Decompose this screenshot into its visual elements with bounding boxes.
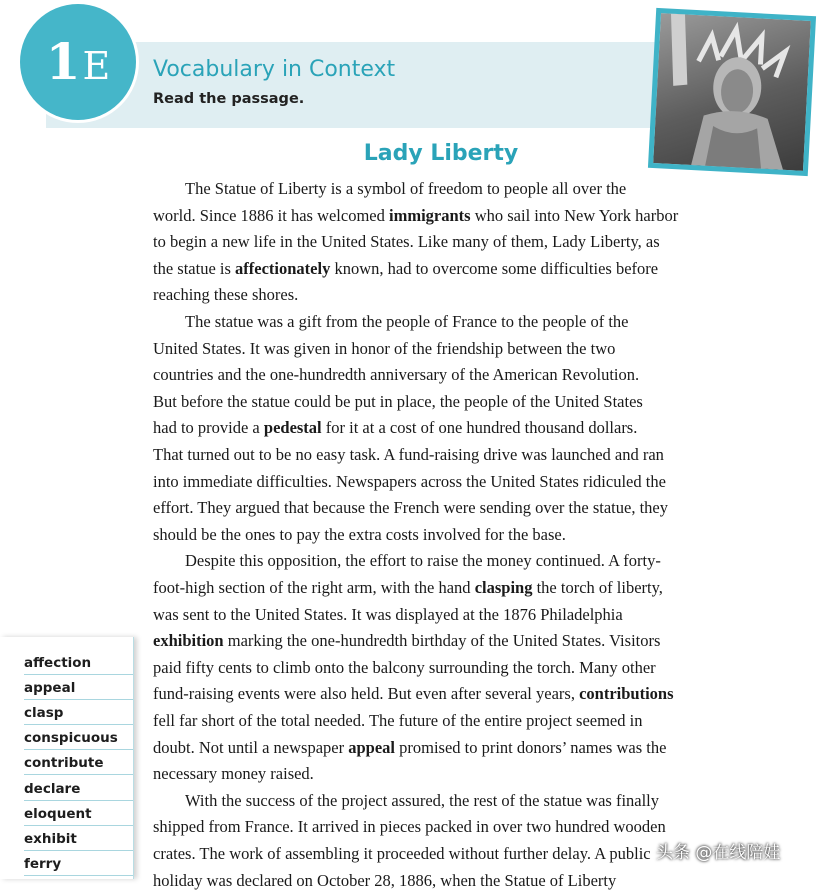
- vocab-word: contributions: [579, 684, 674, 704]
- passage-text: effort. They argued that because the French were sending over the statue, they: [153, 498, 668, 518]
- passage-text: holiday was declared on October 28, 1886, when the Statue of Liberty: [153, 870, 617, 890]
- passage-line: [153, 282, 298, 308]
- passage-line: [153, 203, 678, 229]
- word-list-item: affection: [24, 651, 133, 675]
- passage-line: [153, 868, 616, 894]
- passage-text: into immediate difficulties. Newspapers across the United States ridiculed the: [153, 471, 666, 491]
- passage-text: world. Since 1886 it has welcomed: [153, 205, 389, 225]
- word-list-item: eloquent: [24, 802, 133, 826]
- word-list-item: exhibit: [24, 827, 133, 851]
- watermark-text: 头条 @在线陪娃: [656, 843, 781, 863]
- passage-line: [153, 522, 566, 548]
- vocab-word: exhibition: [153, 631, 224, 651]
- passage-line: [153, 628, 660, 654]
- section-title: Vocabulary in Context: [153, 57, 396, 82]
- passage-line: [153, 309, 629, 335]
- passage-text: marking the one-hundredth birthday of the United States. Visitors: [223, 631, 661, 651]
- passage-line: [153, 442, 664, 468]
- passage-line: [153, 761, 314, 787]
- passage-line: [153, 575, 663, 601]
- vocab-word: immigrants: [389, 205, 471, 225]
- passage-text: countries and the one-hundredth anniversary of the American Revolution.: [153, 365, 640, 385]
- passage-line: [153, 495, 668, 521]
- passage-text: crates. The work of assembling it proceeded without further delay. A public: [153, 844, 651, 863]
- passage-text: fund-raising events were also held. But even after several years,: [153, 684, 580, 704]
- passage-line: [153, 708, 642, 734]
- vocab-word: appeal: [348, 737, 395, 757]
- passage-line: [153, 681, 674, 707]
- passage-line: [153, 229, 660, 255]
- word-list-item: contribute: [24, 751, 133, 775]
- passage-text: had to provide a: [153, 418, 264, 438]
- passage-text: United States. It was given in honor of the friendship between the two: [153, 338, 616, 358]
- header-band: [46, 42, 686, 128]
- word-list-item: appeal: [24, 676, 133, 700]
- passage-text: The statue was a gift from the people of France to the people of the: [185, 312, 629, 331]
- lesson-badge: [20, 4, 136, 120]
- word-list-item: ferry: [24, 852, 133, 876]
- passage-line: [153, 176, 626, 202]
- badge-letter: E: [82, 44, 111, 88]
- passage-text: known, had to overcome some difficulties before: [330, 258, 659, 278]
- passage-text: But before the statue could be put in place, the people of the United States: [153, 391, 643, 411]
- badge-number: 1: [45, 32, 81, 91]
- passage-line: [153, 362, 639, 388]
- passage-line: [153, 841, 651, 867]
- passage-line: [153, 256, 658, 282]
- passage-line: [153, 788, 659, 814]
- instruction-text: Read the passage.: [153, 91, 305, 107]
- passage-line: [153, 469, 666, 495]
- passage-line: [153, 415, 637, 441]
- passage-text: the torch of liberty,: [532, 578, 663, 597]
- passage-text: foot-high section of the right arm, with the hand: [153, 578, 475, 597]
- passage-text: to begin a new life in the United States. Like many of them, Lady Liberty, as: [153, 232, 660, 252]
- passage-text: who sail into New York harbor: [470, 205, 679, 225]
- vocab-word: clasping: [474, 578, 533, 597]
- passage-line: [153, 389, 643, 415]
- story-title: Lady Liberty: [363, 141, 519, 166]
- passage-text: for it at a cost of one hundred thousand dollars.: [321, 418, 638, 438]
- passage-text: paid fifty cents to climb onto the balcony surrounding the torch. Many other: [153, 657, 656, 677]
- vocab-word: affectionately: [235, 258, 331, 278]
- passage-text: With the success of the project assured, the rest of the statue was finally: [185, 790, 660, 810]
- vocab-word: pedestal: [263, 418, 322, 438]
- word-list-item: declare: [24, 777, 133, 801]
- passage-text: doubt. Not until a newspaper: [153, 737, 349, 757]
- passage-line: [153, 336, 615, 362]
- passage-text: fell far short of the total needed. The future of the entire project seemed in: [153, 711, 643, 730]
- passage-text: promised to print donors’ names was the: [394, 737, 667, 757]
- passage-text: The Statue of Liberty is a symbol of freedom to people all over the: [185, 179, 627, 198]
- passage-text: reaching these shores.: [153, 285, 299, 305]
- passage-text: should be the ones to pay the extra costs involved for the base.: [153, 524, 566, 544]
- passage-text: the statue is: [153, 258, 236, 278]
- passage-line: [153, 814, 666, 840]
- passage-text: That turned out to be no easy task. A fund-raising drive was launched and ran: [153, 445, 664, 464]
- word-list-item: conspicuous: [24, 726, 133, 750]
- word-list-item: clasp: [24, 701, 133, 725]
- passage-line: [153, 548, 661, 574]
- passage-text: necessary money raised.: [153, 764, 314, 784]
- passage-line: [153, 602, 623, 628]
- passage-text: Despite this opposition, the effort to raise the money continued. A forty-: [185, 551, 661, 571]
- passage-text: shipped from France. It arrived in pieces packed in over two hundred wooden: [153, 817, 666, 837]
- passage-text: was sent to the United States. It was displayed at the 1876 Philadelphia: [153, 604, 623, 624]
- passage-line: [153, 735, 666, 761]
- passage-line: [153, 655, 656, 681]
- word-list-sidebar: [0, 637, 134, 879]
